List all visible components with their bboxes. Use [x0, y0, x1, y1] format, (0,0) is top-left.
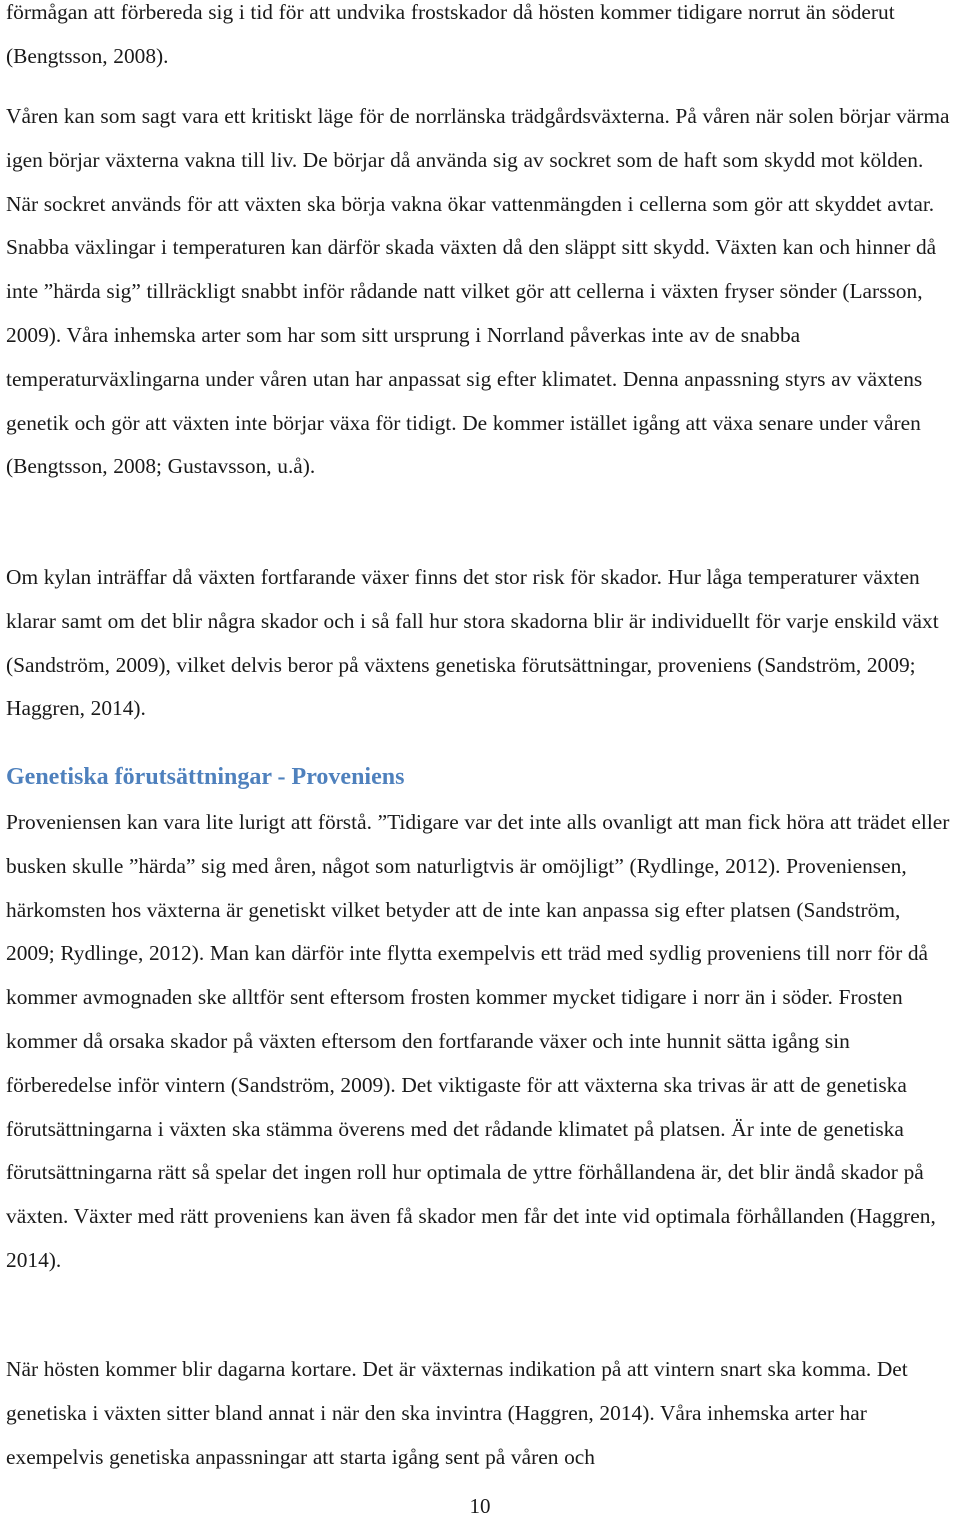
- paragraph-cold-damage: Om kylan inträffar då växten fortfarande växer finns det stor risk för skador. Hur låga temperaturer växten klarar samt om det blir några skador och i så fall hur stora skadorna blir är individuellt för varje enskild växt (Sandström, 2009), vilket delvis beror på växtens genetiska förutsättningar, proveniens (Sandström, 2009; Haggren, 2014).: [6, 565, 939, 721]
- paragraph-spring-critical: Våren kan som sagt vara ett kritiskt läge för de norrlänska trädgårdsväxterna. På våren när solen börjar värma igen börjar växterna vakna till liv. De börjar då använda sig av sockret som de haft som skydd mot kölden. När sockret används för att växten ska börja vakna ökar vattenmängden i cellerna som gör att skyddet avtar. Snabba växlingar i temperaturen kan därför skada växten då den släppt sitt skydd. Växten kan och hinner då inte ”härda sig” tillräckligt snabbt inför rådande natt vilket gör att cellerna i växten fryser sönder (Larsson, 2009). Våra inhemska arter som har som sitt ursprung i Norrland påverkas inte av de snabba temperaturväxlingarna under våren utan har anpassat sig efter klimatet. Denna anpassning styrs av växtens genetik och gör att växten inte börjar växa för tidigt. De kommer istället igång att växa senare under våren (Bengtsson, 2008; Gustavsson, u.å).: [6, 104, 950, 479]
- paragraph-frost-preparation: förmågan att förbereda sig i tid för att undvika frostskador då hösten kommer tidigare norrut än söderut (Bengtsson, 2008).: [6, 0, 895, 68]
- paragraph-provenance: Proveniensen kan vara lite lurigt att förstå. ”Tidigare var det inte alls ovanligt att man fick höra att trädet eller busken skulle ”härda” sig med åren, något som naturligtvis är omöjligt” (Rydlinge, 2012). Proveniensen, härkomsten hos växterna är genetiskt vilket betyder att de inte kan anpassa sig efter platsen (Sandström, 2009; Rydlinge, 2012). Man kan därför inte flytta exempelvis ett träd med sydlig proveniens till norr för då kommer avmognaden ske alltför sent eftersom frosten kommer mycket tidigare i norr än i söder. Frosten kommer då orsaka skador på växten eftersom den fortfarande växer och inte hunnit sätta igång sin förberedelse inför vintern (Sandström, 2009). Det viktigaste för att växterna ska trivas är att de genetiska förutsättningarna i växten ska stämma överens med det rådande klimatet på platsen. Är inte de genetiska förutsättningarna rätt så spelar det ingen roll hur optimala de yttre förhållandena är, det blir ändå skador på växten. Växter med rätt proveniens kan även få skador men får det inte vid optimala förhållanden (Haggren, 2014).: [6, 810, 950, 1272]
- page-number: 10: [469, 1494, 491, 1518]
- paragraph-autumn: När hösten kommer blir dagarna kortare. Det är växternas indikation på att vintern snart ska komma. Det genetiska i växten sitter bland annat i när den ska invintra (Haggren, 2014). Våra inhemska arter har exempelvis genetiska anpassningar att starta igång sent på våren och: [6, 1357, 908, 1469]
- section-heading: Genetiska förutsättningar - Proveniens: [6, 764, 405, 790]
